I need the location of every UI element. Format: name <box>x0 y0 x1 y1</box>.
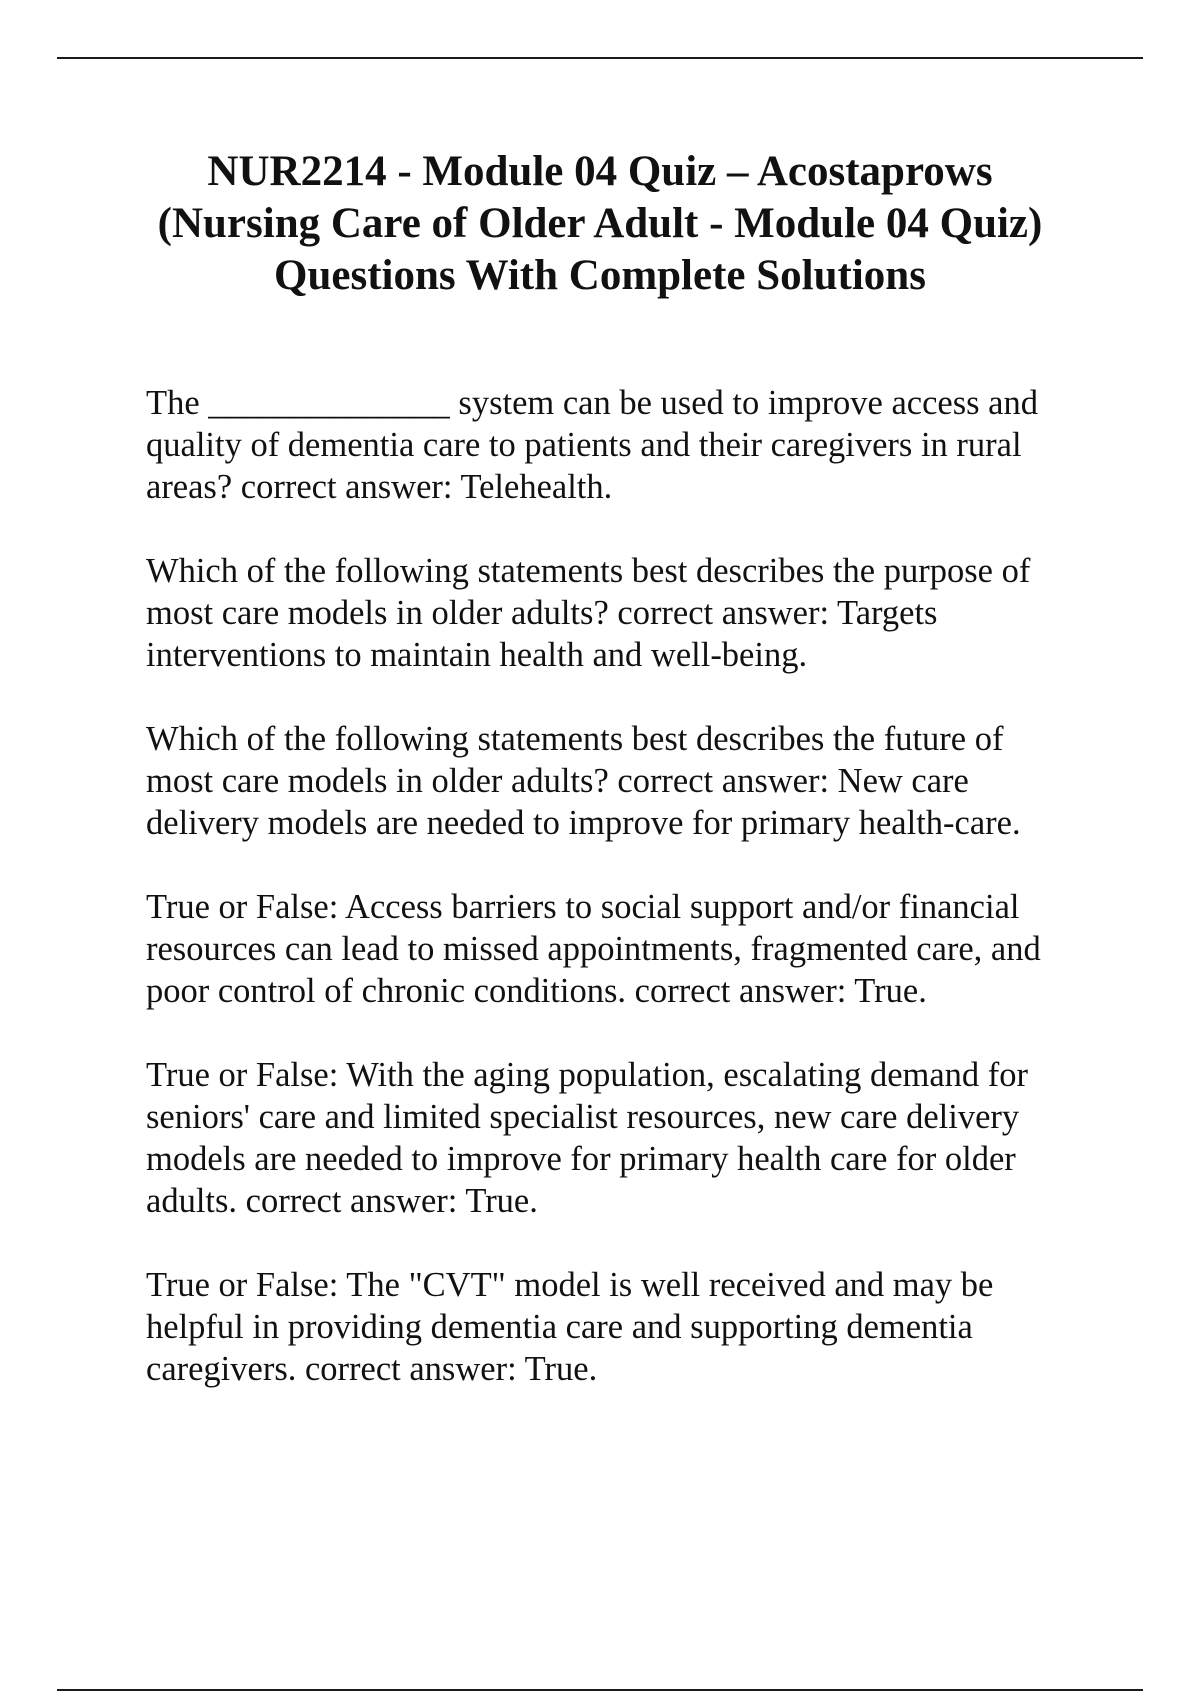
question-line: True or False: The "CVT" model is well received and may be <box>146 1266 994 1304</box>
question-line: areas? correct answer: Telehealth. <box>146 468 613 506</box>
question-line: poor control of chronic conditions. correct answer: True. <box>146 972 927 1010</box>
question-item-6 <box>146 1264 1156 1390</box>
question-line: caregivers. correct answer: True. <box>146 1350 598 1388</box>
question-line: Which of the following statements best describes the future of <box>146 720 1004 758</box>
question-item-1 <box>146 382 1156 508</box>
title-line: (Nursing Care of Older Adult - Module 04 Quiz) <box>157 200 1043 247</box>
bottom-rule <box>57 1689 1143 1691</box>
title-line: Questions With Complete Solutions <box>274 252 926 299</box>
question-line: The ______________ system can be used to improve access and <box>146 384 1038 422</box>
question-line: helpful in providing dementia care and supporting dementia <box>146 1308 973 1346</box>
question-line: resources can lead to missed appointments, fragmented care, and <box>146 930 1041 968</box>
question-line: True or False: Access barriers to social support and/or financial <box>146 888 1020 926</box>
question-line: quality of dementia care to patients and their caregivers in rural <box>146 426 1022 464</box>
question-item-4 <box>146 886 1156 1012</box>
question-line: seniors' care and limited specialist resources, new care delivery <box>146 1098 1020 1136</box>
top-rule <box>57 57 1143 59</box>
question-line: adults. correct answer: True. <box>146 1182 538 1220</box>
question-line: most care models in older adults? correct answer: Targets <box>146 594 938 632</box>
question-line: most care models in older adults? correct answer: New care <box>146 762 969 800</box>
question-list <box>146 382 1156 1432</box>
question-item-5 <box>146 1054 1156 1222</box>
question-line: Which of the following statements best describes the purpose of <box>146 552 1031 590</box>
question-item-3 <box>146 718 1156 844</box>
question-line: delivery models are needed to improve for primary health-care. <box>146 804 1021 842</box>
question-line: interventions to maintain health and well-being. <box>146 636 808 674</box>
question-item-2 <box>146 550 1156 676</box>
question-line: models are needed to improve for primary health care for older <box>146 1140 1016 1178</box>
title-line: NUR2214 - Module 04 Quiz – Acostaprows <box>207 148 993 195</box>
document-title <box>100 146 1100 302</box>
question-line: True or False: With the aging population, escalating demand for <box>146 1056 1029 1094</box>
